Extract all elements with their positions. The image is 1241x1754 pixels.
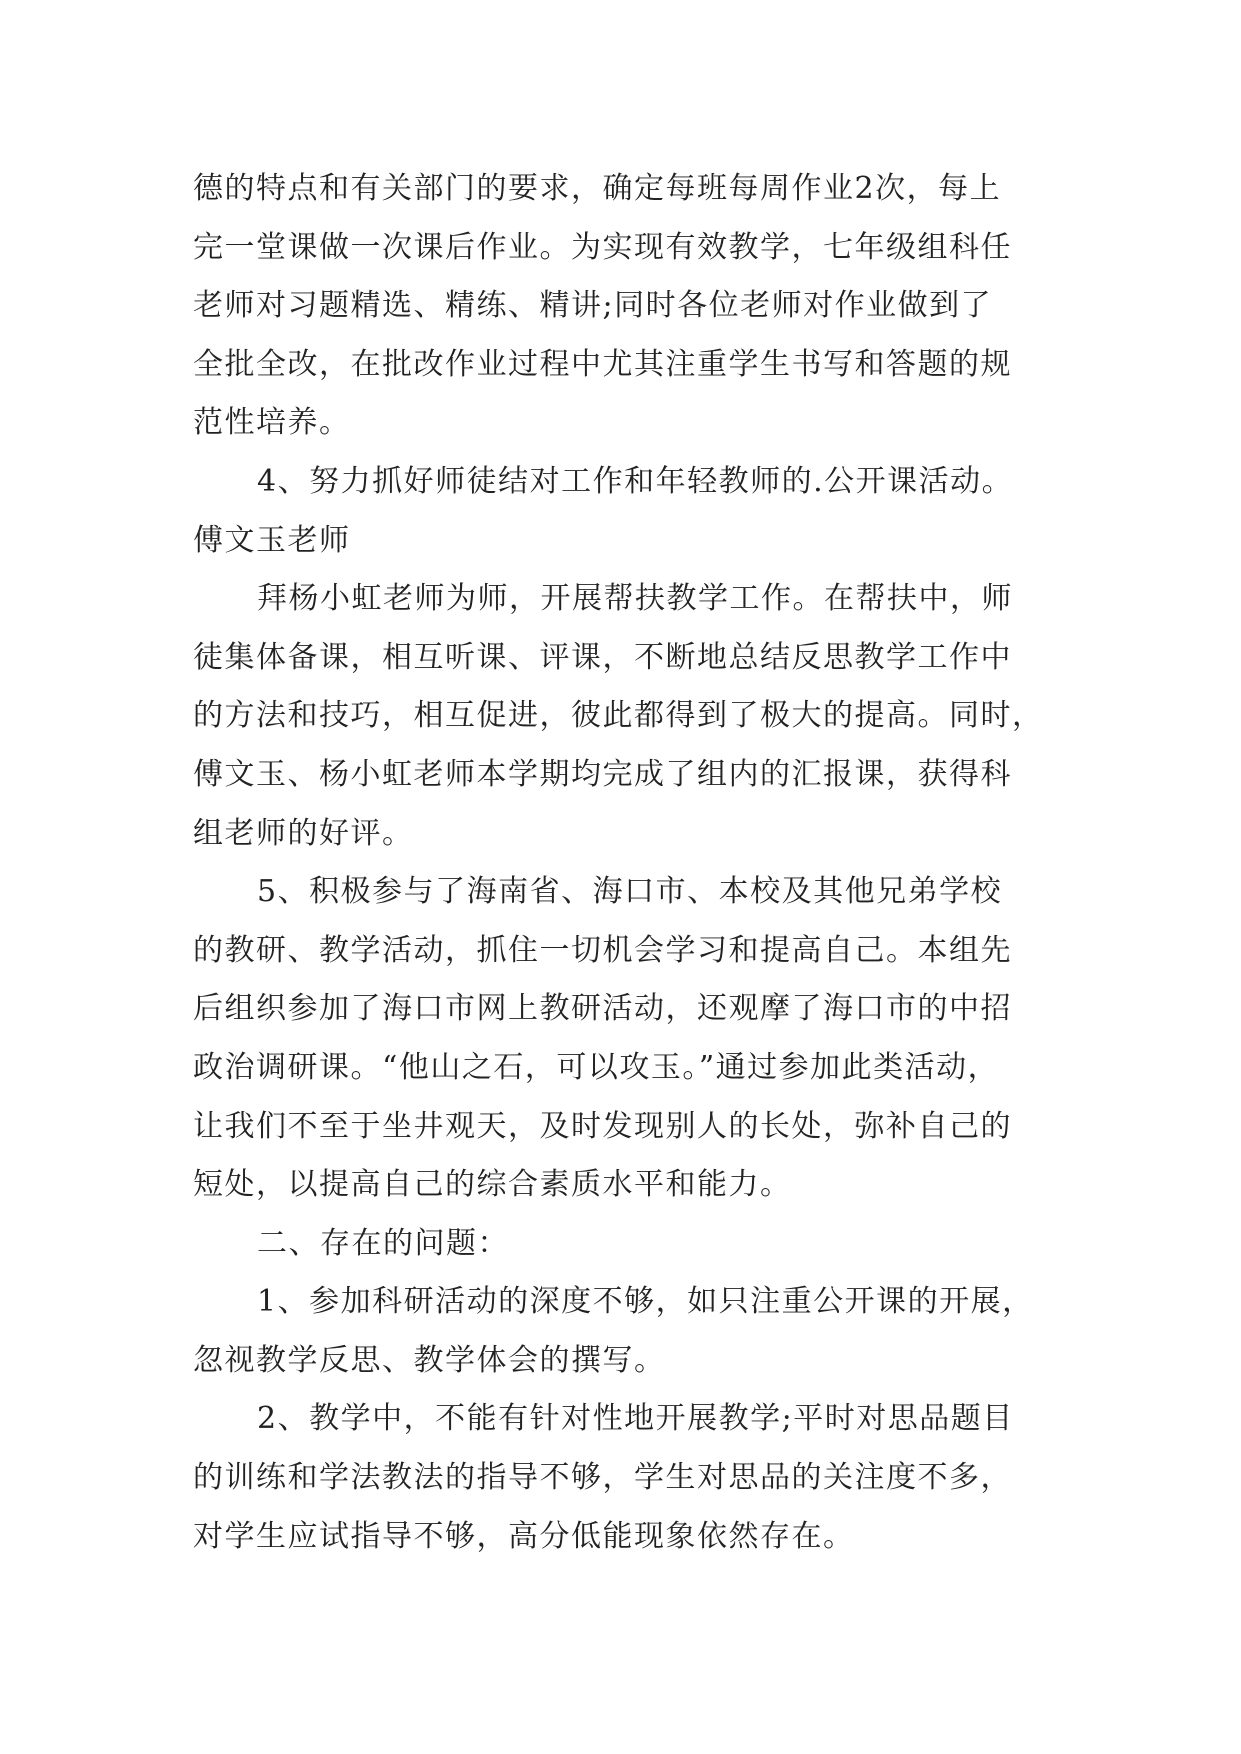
- text-line: 短处，以提高自己的综合素质水平和能力。: [193, 1167, 792, 1203]
- text-line: 徒集体备课，相互听课、评课，不断地总结反思教学工作中: [193, 639, 1012, 675]
- text-line: 5、积极参与了海南省、海口市、本校及其他兄弟学校: [257, 874, 1003, 910]
- text-line: 拜杨小虹老师为师，开展帮扶教学工作。在帮扶中，师: [257, 581, 1013, 617]
- text-line: 傅文玉、杨小虹老师本学期均完成了组内的汇报课，获得科: [193, 756, 1012, 792]
- text-line: 政治调研课。“他山之石，可以攻玉。”通过参加此类活动，: [193, 1049, 1000, 1085]
- text-line: 的方法和技巧，相互促进，彼此都得到了极大的提高。同时，: [193, 698, 1044, 734]
- text-line: 1、参加科研活动的深度不够，如只注重公开课的开展，: [257, 1284, 1034, 1320]
- text-line: 让我们不至于坐井观天，及时发现别人的长处，弥补自己的: [193, 1108, 1012, 1144]
- text-line: 老师对习题精选、精练、精讲;同时各位老师对作业做到了: [193, 288, 993, 324]
- section-heading: 二、存在的问题：: [257, 1225, 509, 1261]
- text-line: 忽视教学反思、教学体会的撰写。: [193, 1342, 666, 1378]
- document-body: [193, 160, 1053, 1566]
- text-line: 对学生应试指导不够，高分低能现象依然存在。: [193, 1518, 855, 1554]
- text-line: 完一堂课做一次课后作业。为实现有效教学，七年级组科任: [193, 229, 1012, 265]
- text-line: 后组织参加了海口市网上教研活动，还观摩了海口市的中招: [193, 991, 1012, 1027]
- text-line: 范性培养。: [193, 405, 351, 441]
- text-line: 的训练和学法教法的指导不够，学生对思品的关注度不多，: [193, 1460, 1012, 1496]
- text-line: 全批全改，在批改作业过程中尤其注重学生书写和答题的规: [193, 346, 1012, 382]
- text-line: 2、教学中，不能有针对性地开展教学;平时对思品题目: [257, 1401, 1014, 1437]
- text-line: 的教研、教学活动，抓住一切机会学习和提高自己。本组先: [193, 932, 1012, 968]
- text-line: 4、努力抓好师徒结对工作和年轻教师的.公开课活动。: [257, 463, 1014, 499]
- text-line: 傅文玉老师: [193, 522, 351, 558]
- text-line: 组老师的好评。: [193, 815, 414, 851]
- text-line: 德的特点和有关部门的要求，确定每班每周作业2次，每上: [193, 171, 1002, 206]
